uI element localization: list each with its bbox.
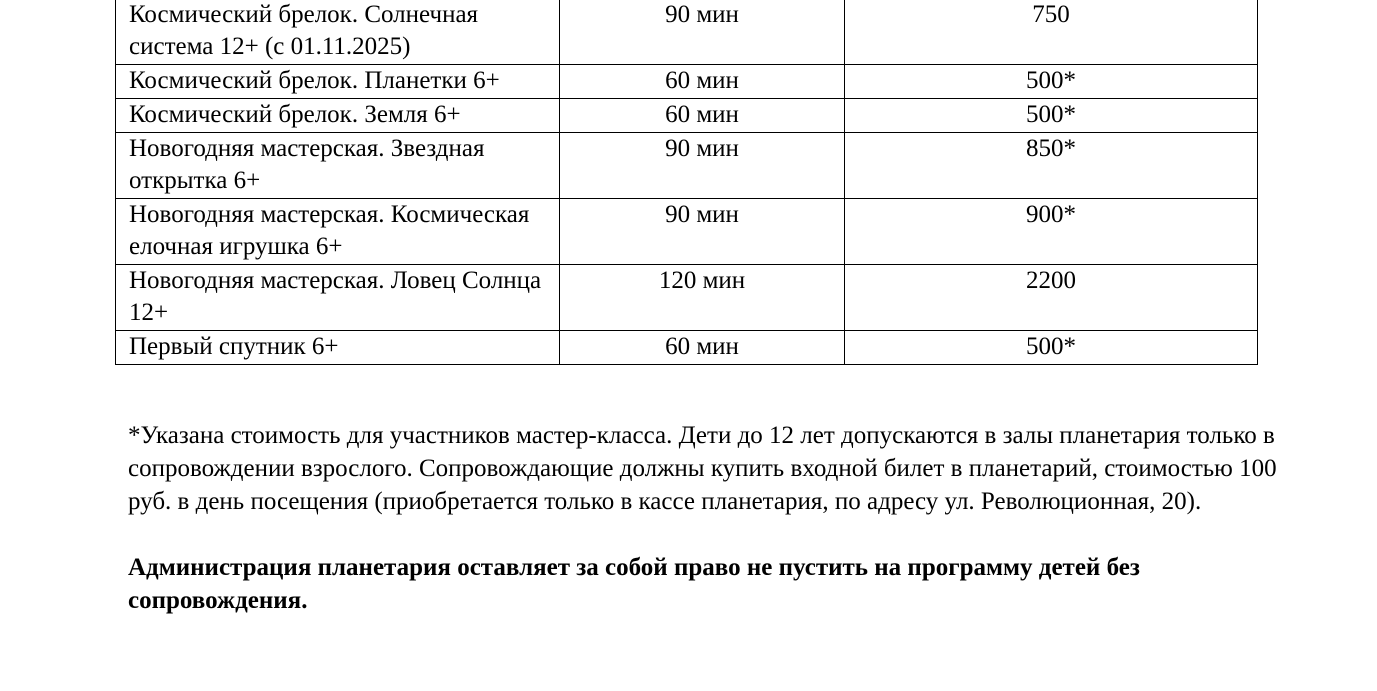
price-cell: 900*: [845, 199, 1258, 265]
table-row: [116, 331, 1258, 365]
duration-cell: 90 мин: [560, 0, 845, 65]
table-row: [116, 0, 1258, 65]
workshop-name-cell: Космический брелок. Планетки 6+: [116, 65, 560, 99]
duration-cell: 90 мин: [560, 133, 845, 199]
table-row: [116, 199, 1258, 265]
table-row: [116, 65, 1258, 99]
workshop-price-table: [115, 0, 1258, 365]
workshop-name-cell: Новогодняя мастерская. Звездная открытка 6+: [116, 133, 560, 199]
price-cell: 2200: [845, 265, 1258, 331]
workshop-name-cell: Космический брелок. Земля 6+: [116, 99, 560, 133]
duration-cell: 90 мин: [560, 199, 845, 265]
workshop-name-cell: Космический брелок. Солнечная система 12+ (с 01.11.2025): [116, 0, 560, 65]
table-row: [116, 133, 1258, 199]
workshop-name-cell: Новогодняя мастерская. Ловец Солнца 12+: [116, 265, 560, 331]
workshop-name-cell: Новогодняя мастерская. Космическая елочная игрушка 6+: [116, 199, 560, 265]
price-cell: 850*: [845, 133, 1258, 199]
price-cell: 500*: [845, 331, 1258, 365]
price-cell: 500*: [845, 65, 1258, 99]
duration-cell: 60 мин: [560, 331, 845, 365]
administration-warning: Администрация планетария оставляет за собой право не пустить на программу детей без сопровождения.: [128, 554, 1140, 614]
workshop-name-cell: Первый спутник 6+: [116, 331, 560, 365]
table-row: [116, 99, 1258, 133]
table-row: [116, 265, 1258, 331]
duration-cell: 60 мин: [560, 65, 845, 99]
duration-cell: 120 мин: [560, 265, 845, 331]
duration-cell: 60 мин: [560, 99, 845, 133]
price-cell: 750: [845, 0, 1258, 65]
price-footnote: *Указана стоимость для участников мастер-класса. Дети до 12 лет допускаются в залы планетария только в сопровождении взрослого. Сопровождающие должны купить входной билет в планетарий, стоимостью 100 руб. в день посещения (приобретается только в кассе планетария, по адресу ул. Революционная, 20).: [128, 422, 1277, 515]
price-cell: 500*: [845, 99, 1258, 133]
